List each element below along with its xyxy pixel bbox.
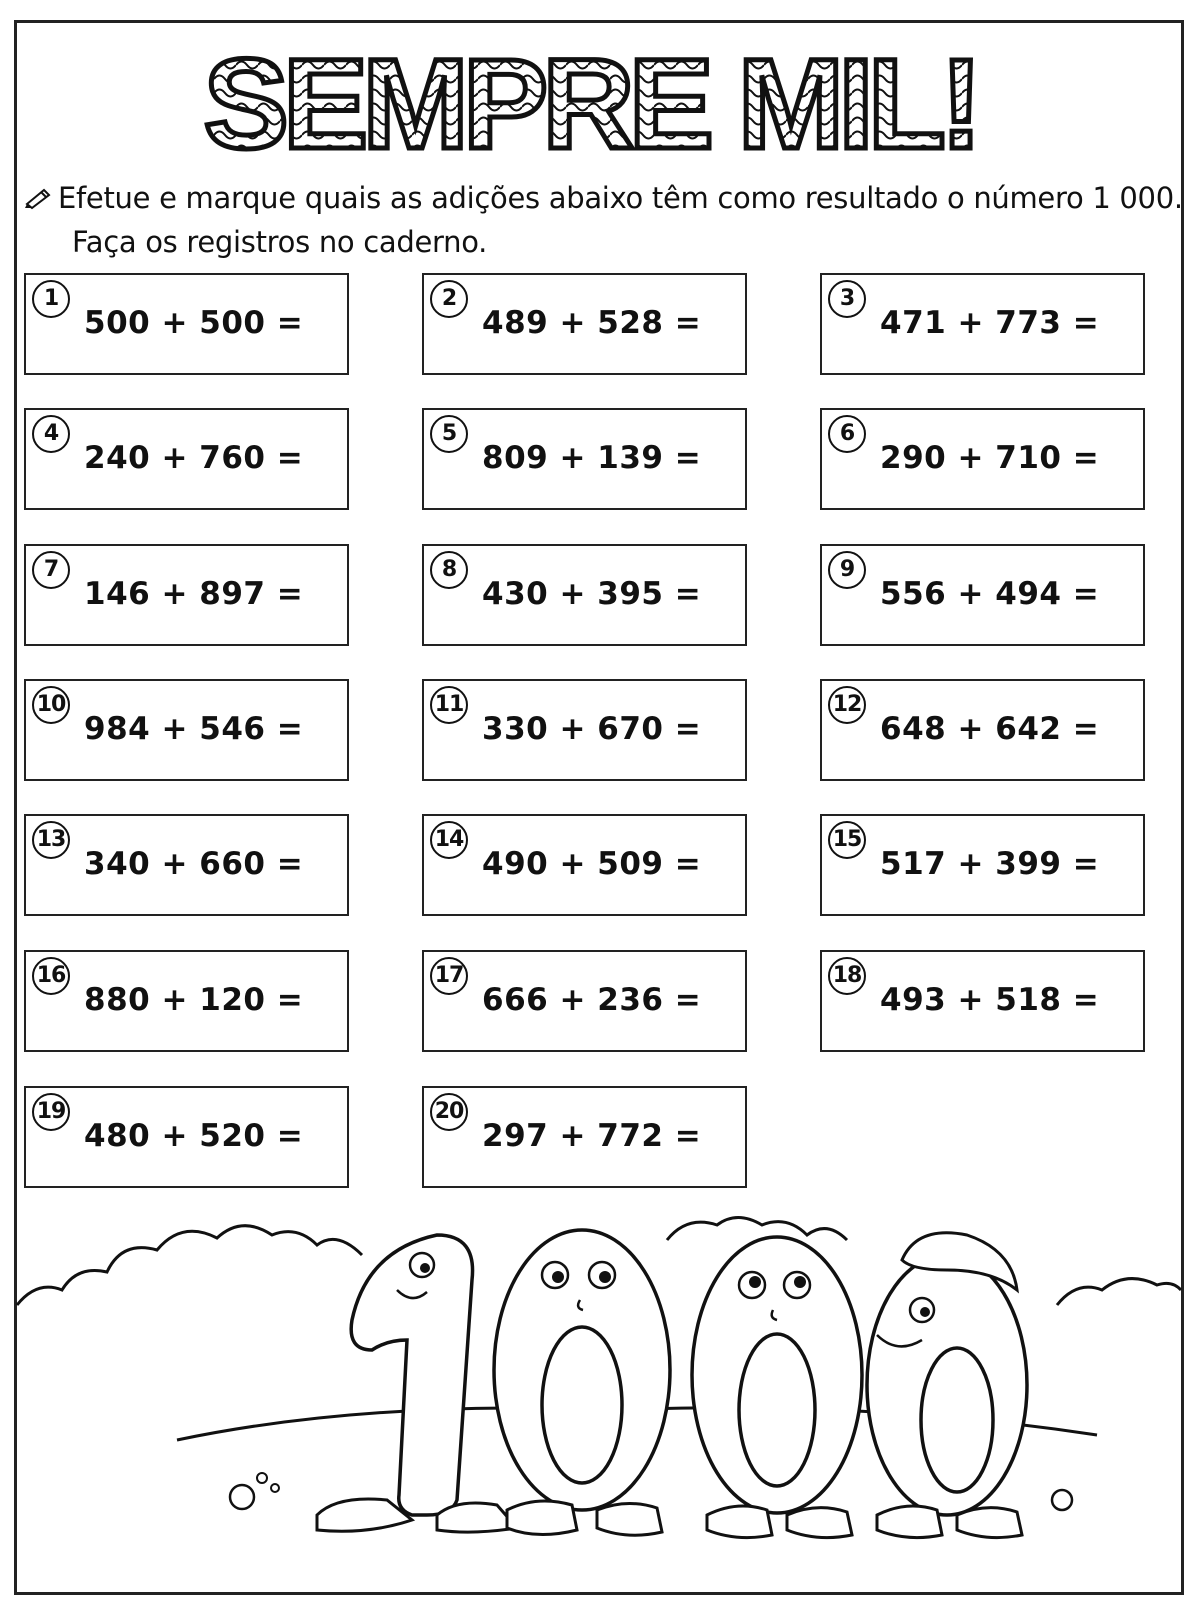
digit-label: 0 (582, 1460, 583, 1461)
exercise-number: 18 (828, 957, 866, 995)
character-zero-2 (692, 1237, 862, 1513)
pebble (230, 1485, 254, 1509)
digit-label: 0 (947, 1460, 948, 1461)
exercise-number: 4 (32, 415, 70, 453)
exercise-number: 6 (828, 415, 866, 453)
exercise-box-7[interactable] (24, 544, 349, 646)
exercise-number: 20 (430, 1093, 468, 1131)
exercise-box-11[interactable] (422, 679, 747, 781)
pebble (257, 1473, 267, 1483)
exercise-expression: 340 + 660 = (84, 846, 304, 882)
exercise-number: 10 (32, 686, 70, 724)
exercise-expression: 490 + 509 = (482, 846, 702, 882)
digit-label: 0 (777, 1460, 778, 1461)
exercise-number: 14 (430, 821, 468, 859)
exercise-number: 8 (430, 551, 468, 589)
exercise-expression: 880 + 120 = (84, 982, 304, 1018)
exercise-expression: 500 + 500 = (84, 305, 304, 341)
exercise-expression: 666 + 236 = (482, 982, 702, 1018)
exercise-number: 19 (32, 1093, 70, 1131)
exercise-expression: 430 + 395 = (482, 576, 702, 612)
exercise-box-1[interactable] (24, 273, 349, 375)
exercise-box-8[interactable] (422, 544, 747, 646)
exercise-number: 7 (32, 551, 70, 589)
exercise-expression: 146 + 897 = (84, 576, 304, 612)
exercise-expression: 493 + 518 = (880, 982, 1100, 1018)
pebble (271, 1484, 279, 1492)
pebble (1052, 1490, 1072, 1510)
instruction-line-1: Efetue e marque quais as adições abaixo têm como resultado o número 1 000. (58, 181, 1183, 215)
exercise-box-9[interactable] (820, 544, 1145, 646)
exercise-box-14[interactable] (422, 814, 747, 916)
exercise-expression: 480 + 520 = (84, 1118, 304, 1154)
instructions (24, 176, 1184, 264)
exercise-number: 1 (32, 280, 70, 318)
exercise-expression: 240 + 760 = (84, 440, 304, 476)
exercise-box-10[interactable] (24, 679, 349, 781)
exercise-box-13[interactable] (24, 814, 349, 916)
exercise-number: 5 (430, 415, 468, 453)
exercise-box-16[interactable] (24, 950, 349, 1052)
exercise-expression: 984 + 546 = (84, 711, 304, 747)
exercise-box-5[interactable] (422, 408, 747, 510)
pencil-icon (24, 176, 58, 220)
bush-outline (1057, 1279, 1181, 1305)
exercise-expression: 290 + 710 = (880, 440, 1100, 476)
exercise-expression: 556 + 494 = (880, 576, 1100, 612)
exercise-box-12[interactable] (820, 679, 1145, 781)
exercise-expression: 330 + 670 = (482, 711, 702, 747)
exercise-number: 16 (32, 957, 70, 995)
exercise-box-19[interactable] (24, 1086, 349, 1188)
character-zero-1 (494, 1230, 670, 1510)
digit-label: 1 (421, 1460, 423, 1461)
exercise-box-6[interactable] (820, 408, 1145, 510)
exercise-number: 15 (828, 821, 866, 859)
exercise-box-2[interactable] (422, 273, 747, 375)
character-one (351, 1235, 472, 1515)
exercise-expression: 471 + 773 = (880, 305, 1100, 341)
worksheet-title (203, 30, 977, 176)
exercise-number: 12 (828, 686, 866, 724)
exercise-box-3[interactable] (820, 273, 1145, 375)
instruction-line-2: Faça os registros no caderno. (72, 225, 488, 259)
exercise-box-20[interactable] (422, 1086, 747, 1188)
bush-outline (17, 1226, 362, 1305)
exercise-box-17[interactable] (422, 950, 747, 1052)
exercise-box-18[interactable] (820, 950, 1145, 1052)
bush-outline (667, 1218, 847, 1241)
exercise-expression: 648 + 642 = (880, 711, 1100, 747)
exercise-number: 17 (430, 957, 468, 995)
exercise-number: 2 (430, 280, 468, 318)
illustration-1000-characters (17, 1210, 1181, 1592)
exercise-expression: 489 + 528 = (482, 305, 702, 341)
character-zero-3 (867, 1233, 1027, 1515)
exercise-number: 3 (828, 280, 866, 318)
title-text: SEMPRE MIL! (203, 33, 977, 176)
exercise-box-15[interactable] (820, 814, 1145, 916)
exercise-expression: 297 + 772 = (482, 1118, 702, 1154)
exercise-number: 13 (32, 821, 70, 859)
exercise-number: 9 (828, 551, 866, 589)
exercise-expression: 517 + 399 = (880, 846, 1100, 882)
exercise-box-4[interactable] (24, 408, 349, 510)
title-lettering (203, 30, 977, 176)
exercise-expression: 809 + 139 = (482, 440, 702, 476)
exercise-number: 11 (430, 686, 468, 724)
